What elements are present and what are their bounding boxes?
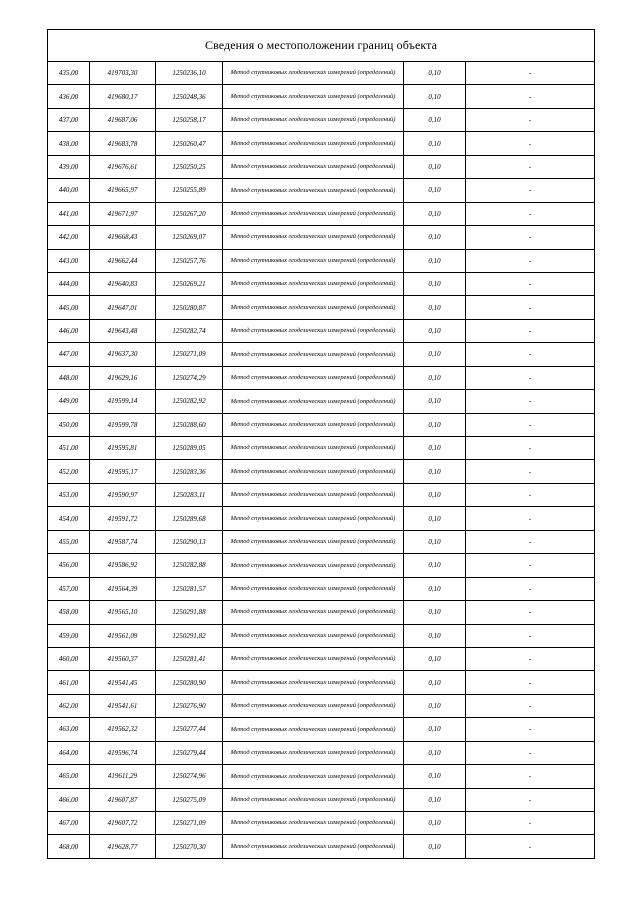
table-row <box>48 835 595 858</box>
note-cell: - <box>466 296 595 319</box>
precision-cell: 0,10 <box>404 272 466 295</box>
coordinate-y-cell: 1250274,96 <box>156 765 223 788</box>
coordinate-y-cell: 1250267,20 <box>156 202 223 225</box>
note-cell: - <box>466 601 595 624</box>
note-cell: - <box>466 577 595 600</box>
point-number-cell: 454,00 <box>48 507 90 530</box>
method-cell: Метод спутниковых геодезических измерений (определений) <box>223 812 404 835</box>
table-row <box>48 460 595 483</box>
precision-cell: 0,10 <box>404 601 466 624</box>
table-row <box>48 132 595 155</box>
title-row <box>48 30 595 62</box>
note-cell: - <box>466 671 595 694</box>
method-cell: Метод спутниковых геодезических измерений (определений) <box>223 85 404 108</box>
precision-cell: 0,10 <box>404 437 466 460</box>
coordinate-x-cell: 419647,01 <box>90 296 156 319</box>
coordinate-x-cell: 419595,17 <box>90 460 156 483</box>
table-row <box>48 624 595 647</box>
method-cell: Метод спутниковых геодезических измерений (определений) <box>223 741 404 764</box>
method-cell: Метод спутниковых геодезических измерений (определений) <box>223 530 404 553</box>
note-cell: - <box>466 694 595 717</box>
coordinate-y-cell: 1250280,87 <box>156 296 223 319</box>
note-cell: - <box>466 507 595 530</box>
coordinate-y-cell: 1250269,21 <box>156 272 223 295</box>
precision-cell: 0,10 <box>404 85 466 108</box>
point-number-cell: 450,00 <box>48 413 90 436</box>
note-cell: - <box>466 530 595 553</box>
method-cell: Метод спутниковых геодезических измерений (определений) <box>223 366 404 389</box>
coordinate-y-cell: 1250290,13 <box>156 530 223 553</box>
note-cell: - <box>466 413 595 436</box>
method-cell: Метод спутниковых геодезических измерений (определений) <box>223 390 404 413</box>
point-number-cell: 442,00 <box>48 226 90 249</box>
table-row <box>48 319 595 342</box>
table-row <box>48 179 595 202</box>
precision-cell: 0,10 <box>404 108 466 131</box>
coordinate-x-cell: 419599,14 <box>90 390 156 413</box>
point-number-cell: 462,00 <box>48 694 90 717</box>
coordinate-y-cell: 1250279,44 <box>156 741 223 764</box>
note-cell: - <box>466 249 595 272</box>
table-row <box>48 226 595 249</box>
table-row <box>48 155 595 178</box>
note-cell: - <box>466 437 595 460</box>
precision-cell: 0,10 <box>404 694 466 717</box>
precision-cell: 0,10 <box>404 413 466 436</box>
note-cell: - <box>466 343 595 366</box>
note-cell: - <box>466 483 595 506</box>
precision-cell: 0,10 <box>404 296 466 319</box>
coordinate-y-cell: 1250282,88 <box>156 554 223 577</box>
point-number-cell: 452,00 <box>48 460 90 483</box>
note-cell: - <box>466 812 595 835</box>
precision-cell: 0,10 <box>404 202 466 225</box>
precision-cell: 0,10 <box>404 788 466 811</box>
note-cell: - <box>466 272 595 295</box>
coordinate-x-cell: 419561,09 <box>90 624 156 647</box>
coordinate-x-cell: 419640,83 <box>90 272 156 295</box>
method-cell: Метод спутниковых геодезических измерений (определений) <box>223 835 404 858</box>
point-number-cell: 456,00 <box>48 554 90 577</box>
precision-cell: 0,10 <box>404 835 466 858</box>
boundary-table <box>47 29 595 859</box>
coordinate-x-cell: 419680,17 <box>90 85 156 108</box>
coordinate-y-cell: 1250275,09 <box>156 788 223 811</box>
method-cell: Метод спутниковых геодезических измерений (определений) <box>223 202 404 225</box>
point-number-cell: 460,00 <box>48 647 90 670</box>
note-cell: - <box>466 554 595 577</box>
note-cell: - <box>466 155 595 178</box>
coordinate-y-cell: 1250258,17 <box>156 108 223 131</box>
coordinate-y-cell: 1250280,90 <box>156 671 223 694</box>
note-cell: - <box>466 62 595 85</box>
note-cell: - <box>466 765 595 788</box>
method-cell: Метод спутниковых геодезических измерений (определений) <box>223 343 404 366</box>
point-number-cell: 468,00 <box>48 835 90 858</box>
precision-cell: 0,10 <box>404 741 466 764</box>
point-number-cell: 437,00 <box>48 108 90 131</box>
point-number-cell: 449,00 <box>48 390 90 413</box>
coordinate-y-cell: 1250282,74 <box>156 319 223 342</box>
note-cell: - <box>466 788 595 811</box>
method-cell: Метод спутниковых геодезических измерений (определений) <box>223 272 404 295</box>
method-cell: Метод спутниковых геодезических измерений (определений) <box>223 132 404 155</box>
table-row <box>48 249 595 272</box>
coordinate-x-cell: 419564,39 <box>90 577 156 600</box>
coordinate-x-cell: 419595,81 <box>90 437 156 460</box>
table-row <box>48 272 595 295</box>
point-number-cell: 438,00 <box>48 132 90 155</box>
precision-cell: 0,10 <box>404 647 466 670</box>
table-row <box>48 812 595 835</box>
method-cell: Метод спутниковых геодезических измерений (определений) <box>223 788 404 811</box>
coordinate-y-cell: 1250257,76 <box>156 249 223 272</box>
coordinate-x-cell: 419683,78 <box>90 132 156 155</box>
coordinate-y-cell: 1250260,47 <box>156 132 223 155</box>
coordinate-y-cell: 1250291,82 <box>156 624 223 647</box>
point-number-cell: 453,00 <box>48 483 90 506</box>
note-cell: - <box>466 741 595 764</box>
coordinate-x-cell: 419676,61 <box>90 155 156 178</box>
method-cell: Метод спутниковых геодезических измерений (определений) <box>223 483 404 506</box>
precision-cell: 0,10 <box>404 249 466 272</box>
note-cell: - <box>466 132 595 155</box>
precision-cell: 0,10 <box>404 226 466 249</box>
precision-cell: 0,10 <box>404 460 466 483</box>
method-cell: Метод спутниковых геодезических измерений (определений) <box>223 226 404 249</box>
method-cell: Метод спутниковых геодезических измерений (определений) <box>223 413 404 436</box>
coordinate-x-cell: 419596,74 <box>90 741 156 764</box>
note-cell: - <box>466 718 595 741</box>
precision-cell: 0,10 <box>404 155 466 178</box>
point-number-cell: 455,00 <box>48 530 90 553</box>
precision-cell: 0,10 <box>404 62 466 85</box>
table-title: Сведения о местоположении границ объекта <box>48 30 595 62</box>
precision-cell: 0,10 <box>404 507 466 530</box>
note-cell: - <box>466 366 595 389</box>
table-row <box>48 718 595 741</box>
coordinate-x-cell: 419591,72 <box>90 507 156 530</box>
coordinate-y-cell: 1250255,89 <box>156 179 223 202</box>
precision-cell: 0,10 <box>404 132 466 155</box>
precision-cell: 0,10 <box>404 577 466 600</box>
table-row <box>48 296 595 319</box>
coordinate-x-cell: 419687,06 <box>90 108 156 131</box>
coordinate-y-cell: 1250236,10 <box>156 62 223 85</box>
coordinate-x-cell: 419586,92 <box>90 554 156 577</box>
table-row <box>48 671 595 694</box>
precision-cell: 0,10 <box>404 366 466 389</box>
point-number-cell: 446,00 <box>48 319 90 342</box>
coordinate-x-cell: 419607,87 <box>90 788 156 811</box>
coordinate-y-cell: 1250281,57 <box>156 577 223 600</box>
precision-cell: 0,10 <box>404 718 466 741</box>
coordinate-x-cell: 419662,44 <box>90 249 156 272</box>
method-cell: Метод спутниковых геодезических измерений (определений) <box>223 577 404 600</box>
method-cell: Метод спутниковых геодезических измерений (определений) <box>223 601 404 624</box>
note-cell: - <box>466 85 595 108</box>
coordinate-y-cell: 1250282,92 <box>156 390 223 413</box>
point-number-cell: 440,00 <box>48 179 90 202</box>
method-cell: Метод спутниковых геодезических измерений (определений) <box>223 765 404 788</box>
note-cell: - <box>466 460 595 483</box>
method-cell: Метод спутниковых геодезических измерений (определений) <box>223 647 404 670</box>
coordinate-y-cell: 1250283,11 <box>156 483 223 506</box>
precision-cell: 0,10 <box>404 812 466 835</box>
table-row <box>48 647 595 670</box>
precision-cell: 0,10 <box>404 483 466 506</box>
point-number-cell: 459,00 <box>48 624 90 647</box>
point-number-cell: 447,00 <box>48 343 90 366</box>
table-row <box>48 108 595 131</box>
coordinate-y-cell: 1250283,36 <box>156 460 223 483</box>
table-row <box>48 390 595 413</box>
point-number-cell: 443,00 <box>48 249 90 272</box>
method-cell: Метод спутниковых геодезических измерений (определений) <box>223 718 404 741</box>
coordinate-y-cell: 1250288,60 <box>156 413 223 436</box>
table-row <box>48 413 595 436</box>
method-cell: Метод спутниковых геодезических измерений (определений) <box>223 437 404 460</box>
table-body <box>48 30 595 859</box>
point-number-cell: 465,00 <box>48 765 90 788</box>
table-row <box>48 437 595 460</box>
coordinate-x-cell: 419541,45 <box>90 671 156 694</box>
coordinate-x-cell: 419637,30 <box>90 343 156 366</box>
table-row <box>48 507 595 530</box>
coordinate-y-cell: 1250248,36 <box>156 85 223 108</box>
coordinate-y-cell: 1250291,88 <box>156 601 223 624</box>
note-cell: - <box>466 390 595 413</box>
table-row <box>48 577 595 600</box>
precision-cell: 0,10 <box>404 343 466 366</box>
point-number-cell: 436,00 <box>48 85 90 108</box>
coordinate-x-cell: 419599,78 <box>90 413 156 436</box>
precision-cell: 0,10 <box>404 671 466 694</box>
table-row <box>48 62 595 85</box>
method-cell: Метод спутниковых геодезических измерений (определений) <box>223 296 404 319</box>
point-number-cell: 451,00 <box>48 437 90 460</box>
point-number-cell: 439,00 <box>48 155 90 178</box>
coordinate-y-cell: 1250277,44 <box>156 718 223 741</box>
note-cell: - <box>466 179 595 202</box>
note-cell: - <box>466 647 595 670</box>
method-cell: Метод спутниковых геодезических измерений (определений) <box>223 694 404 717</box>
coordinate-y-cell: 1250276,90 <box>156 694 223 717</box>
coordinate-y-cell: 1250250,25 <box>156 155 223 178</box>
method-cell: Метод спутниковых геодезических измерений (определений) <box>223 624 404 647</box>
coordinate-y-cell: 1250269,07 <box>156 226 223 249</box>
method-cell: Метод спутниковых геодезических измерений (определений) <box>223 249 404 272</box>
coordinate-y-cell: 1250281,41 <box>156 647 223 670</box>
table-row <box>48 694 595 717</box>
coordinate-x-cell: 419671,97 <box>90 202 156 225</box>
table-row <box>48 554 595 577</box>
point-number-cell: 441,00 <box>48 202 90 225</box>
method-cell: Метод спутниковых геодезических измерений (определений) <box>223 155 404 178</box>
coordinate-x-cell: 419541,61 <box>90 694 156 717</box>
coordinate-x-cell: 419587,74 <box>90 530 156 553</box>
point-number-cell: 435,00 <box>48 62 90 85</box>
precision-cell: 0,10 <box>404 765 466 788</box>
precision-cell: 0,10 <box>404 554 466 577</box>
note-cell: - <box>466 319 595 342</box>
method-cell: Метод спутниковых геодезических измерений (определений) <box>223 62 404 85</box>
point-number-cell: 445,00 <box>48 296 90 319</box>
table-row <box>48 85 595 108</box>
coordinate-x-cell: 419643,48 <box>90 319 156 342</box>
table-row <box>48 530 595 553</box>
method-cell: Метод спутниковых геодезических измерений (определений) <box>223 671 404 694</box>
point-number-cell: 461,00 <box>48 671 90 694</box>
method-cell: Метод спутниковых геодезических измерений (определений) <box>223 507 404 530</box>
precision-cell: 0,10 <box>404 179 466 202</box>
point-number-cell: 466,00 <box>48 788 90 811</box>
coordinate-x-cell: 419590,97 <box>90 483 156 506</box>
coordinate-x-cell: 419607,72 <box>90 812 156 835</box>
table-row <box>48 343 595 366</box>
point-number-cell: 458,00 <box>48 601 90 624</box>
method-cell: Метод спутниковых геодезических измерений (определений) <box>223 554 404 577</box>
coordinate-y-cell: 1250271,09 <box>156 812 223 835</box>
coordinate-x-cell: 419703,30 <box>90 62 156 85</box>
precision-cell: 0,10 <box>404 390 466 413</box>
method-cell: Метод спутниковых геодезических измерений (определений) <box>223 460 404 483</box>
table-row <box>48 741 595 764</box>
table-row <box>48 483 595 506</box>
coordinate-y-cell: 1250289,68 <box>156 507 223 530</box>
note-cell: - <box>466 108 595 131</box>
table-row <box>48 366 595 389</box>
method-cell: Метод спутниковых геодезических измерений (определений) <box>223 319 404 342</box>
note-cell: - <box>466 226 595 249</box>
precision-cell: 0,10 <box>404 319 466 342</box>
coordinate-x-cell: 419560,37 <box>90 647 156 670</box>
table-row <box>48 202 595 225</box>
note-cell: - <box>466 624 595 647</box>
coordinate-y-cell: 1250271,09 <box>156 343 223 366</box>
method-cell: Метод спутниковых геодезических измерений (определений) <box>223 108 404 131</box>
method-cell: Метод спутниковых геодезических измерений (определений) <box>223 179 404 202</box>
coordinate-x-cell: 419611,29 <box>90 765 156 788</box>
coordinate-x-cell: 419562,32 <box>90 718 156 741</box>
coordinate-x-cell: 419565,10 <box>90 601 156 624</box>
precision-cell: 0,10 <box>404 530 466 553</box>
point-number-cell: 448,00 <box>48 366 90 389</box>
coordinate-x-cell: 419628,77 <box>90 835 156 858</box>
coordinate-y-cell: 1250274,29 <box>156 366 223 389</box>
table-row <box>48 788 595 811</box>
coordinate-y-cell: 1250270,30 <box>156 835 223 858</box>
point-number-cell: 457,00 <box>48 577 90 600</box>
table-row <box>48 765 595 788</box>
point-number-cell: 464,00 <box>48 741 90 764</box>
point-number-cell: 444,00 <box>48 272 90 295</box>
coordinate-x-cell: 419668,43 <box>90 226 156 249</box>
coordinate-x-cell: 419665,97 <box>90 179 156 202</box>
note-cell: - <box>466 202 595 225</box>
note-cell: - <box>466 835 595 858</box>
precision-cell: 0,10 <box>404 624 466 647</box>
table-row <box>48 601 595 624</box>
point-number-cell: 463,00 <box>48 718 90 741</box>
coordinate-y-cell: 1250289,05 <box>156 437 223 460</box>
point-number-cell: 467,00 <box>48 812 90 835</box>
coordinate-x-cell: 419629,16 <box>90 366 156 389</box>
